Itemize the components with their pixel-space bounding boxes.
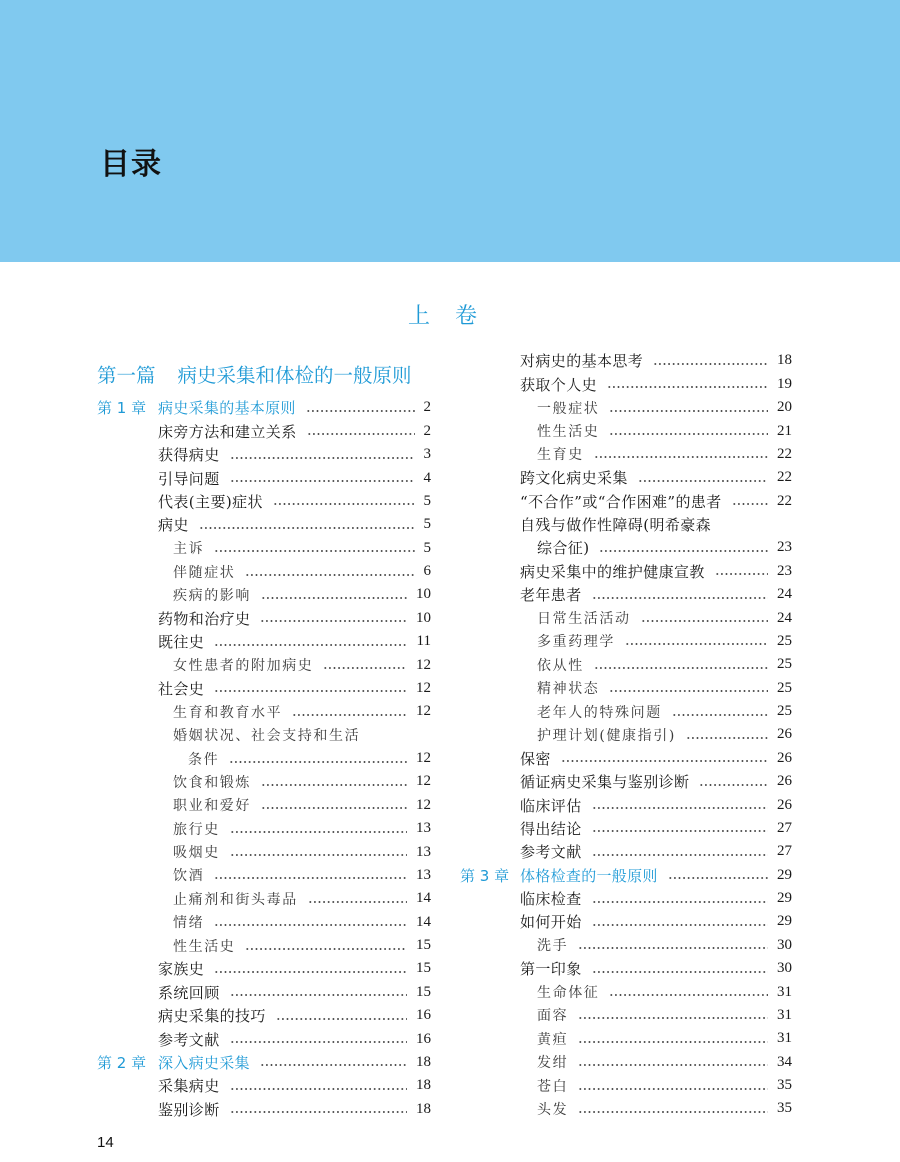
toc-row (460, 887, 792, 910)
entry-title: 生命体征 (537, 985, 600, 1002)
toc-row (97, 1098, 431, 1121)
chapter-title: 体格检查的一般原则 (520, 866, 658, 885)
page-ref: 25 (777, 632, 792, 649)
dot-leader (323, 667, 407, 669)
toc-right-column (460, 349, 792, 1120)
page-ref: 31 (777, 1030, 792, 1047)
entry-title: 黄疸 (537, 1031, 569, 1048)
page-ref: 26 (777, 773, 792, 790)
entry-title: 饮酒 (173, 868, 205, 885)
page-ref: 25 (777, 656, 792, 673)
volume-title: 上 卷 (408, 304, 486, 329)
entry-title: 获得病史 (158, 446, 220, 465)
dot-leader (230, 854, 407, 856)
entry-title: 引导问题 (158, 469, 220, 488)
dot-leader (607, 386, 768, 388)
entry-title: 生育史 (537, 447, 584, 464)
entry-title: 止痛剂和街头毒品 (173, 891, 298, 908)
page-ref: 13 (416, 843, 431, 860)
page-ref: 12 (416, 773, 431, 790)
dot-leader (292, 714, 407, 716)
page-ref: 26 (777, 796, 792, 813)
toc-row (97, 724, 431, 747)
chapter-title: 病史采集的基本原则 (158, 399, 296, 418)
toc-row (460, 840, 792, 863)
page-ref: 24 (777, 609, 792, 626)
entry-title: 保密 (520, 749, 551, 768)
page-ref: 2 (423, 399, 431, 416)
dot-leader (578, 1088, 768, 1090)
entry-title: 吸烟史 (173, 845, 220, 862)
entry-title: 日常生活活动 (537, 611, 631, 628)
dot-leader (668, 877, 768, 879)
chapter-number: 第 3 章 (460, 866, 510, 885)
page-ref: 14 (416, 890, 431, 907)
page-title: 目录 (100, 147, 162, 182)
toc-row (97, 957, 431, 980)
page-ref: 27 (777, 843, 792, 860)
dot-leader (214, 550, 414, 552)
dot-leader (609, 433, 768, 435)
entry-title: 得出结论 (520, 819, 582, 838)
dot-leader (599, 550, 768, 552)
entry-title: 对病史的基本思考 (520, 352, 644, 371)
dot-leader (578, 947, 768, 949)
page-ref: 12 (416, 703, 431, 720)
dot-leader (214, 690, 407, 692)
toc-row (460, 396, 792, 419)
page-ref: 20 (777, 399, 792, 416)
toc-row (97, 747, 431, 770)
dot-leader (715, 573, 768, 575)
dot-leader (578, 1111, 768, 1113)
entry-title: 苍白 (537, 1078, 569, 1095)
page-ref: 29 (777, 913, 792, 930)
page-ref: 31 (777, 1006, 792, 1023)
entry-title: 自残与做作性障碍(明希豪森 (520, 516, 712, 535)
page-ref: 22 (777, 492, 792, 509)
toc-row (460, 723, 792, 746)
entry-title: 社会史 (158, 679, 205, 698)
dot-leader (594, 456, 768, 458)
dot-leader (594, 667, 768, 669)
dot-leader (625, 643, 768, 645)
page-ref: 23 (777, 562, 792, 579)
entry-title: “不合作”或“合作困难”的患者 (520, 492, 722, 511)
header-banner (0, 0, 900, 262)
dot-leader (578, 1017, 768, 1019)
page-ref: 11 (416, 633, 431, 650)
toc-row (97, 630, 431, 653)
toc-row (97, 560, 431, 583)
page-ref: 12 (416, 796, 431, 813)
page-ref: 29 (777, 890, 792, 907)
dot-leader (245, 574, 414, 576)
dot-leader (230, 1111, 407, 1113)
toc-chapter-row (97, 1051, 431, 1074)
dot-leader (230, 994, 407, 996)
page-ref: 25 (777, 679, 792, 696)
entry-title: 老年患者 (520, 586, 582, 605)
toc-row (460, 373, 792, 396)
part-title: 病史采集和体检的一般原则 (177, 364, 412, 387)
toc-row (460, 490, 792, 513)
dot-leader (592, 971, 768, 973)
part-label: 第一篇 (97, 364, 156, 387)
toc-row (460, 700, 792, 723)
toc-row (97, 887, 431, 910)
entry-title: 家族史 (158, 960, 205, 979)
page-ref: 16 (416, 1007, 431, 1024)
page-ref: 18 (777, 352, 792, 369)
page-ref: 5 (423, 516, 431, 533)
toc-row (97, 677, 431, 700)
toc-row (97, 443, 431, 466)
toc-row (97, 700, 431, 723)
page-ref: 15 (416, 937, 431, 954)
toc-row (97, 981, 431, 1004)
dot-leader (273, 503, 415, 505)
dot-leader (261, 784, 407, 786)
entry-title: 旅行史 (173, 821, 220, 838)
dot-leader (686, 737, 768, 739)
toc-row (460, 793, 792, 816)
toc-row (97, 653, 431, 676)
toc-row (97, 490, 431, 513)
page-ref: 22 (777, 469, 792, 486)
entry-title: 情绪 (173, 915, 205, 932)
dot-leader (260, 1064, 407, 1066)
dot-leader (214, 644, 407, 646)
dot-leader (230, 1088, 407, 1090)
page-ref: 10 (416, 586, 431, 603)
page-ref: 18 (416, 1100, 431, 1117)
entry-title: 药物和治疗史 (158, 609, 251, 628)
dot-leader (276, 1018, 407, 1020)
entry-title: 条件 (188, 751, 220, 768)
toc-row (97, 537, 431, 560)
dot-leader (230, 831, 407, 833)
page-ref: 15 (416, 960, 431, 977)
toc-row (460, 419, 792, 442)
toc-row (460, 747, 792, 770)
toc-row (460, 957, 792, 980)
toc-row (460, 1074, 792, 1097)
page-ref: 22 (777, 445, 792, 462)
entry-title: 采集病史 (158, 1077, 220, 1096)
toc-row (460, 1051, 792, 1074)
chapter-title: 深入病史采集 (158, 1053, 250, 1072)
page-ref: 26 (777, 749, 792, 766)
toc-row (97, 607, 431, 630)
entry-title: 参考文献 (520, 843, 582, 862)
page-ref: 25 (777, 703, 792, 720)
entry-title: 面容 (537, 1008, 569, 1025)
toc-row (97, 864, 431, 887)
dot-leader (308, 901, 407, 903)
dot-leader (609, 690, 768, 692)
dot-leader (578, 1064, 768, 1066)
toc-row (460, 677, 792, 700)
entry-title: 头发 (537, 1101, 569, 1118)
dot-leader (230, 457, 415, 459)
entry-title: 生育和教育水平 (173, 704, 283, 721)
toc-row (97, 1074, 431, 1097)
entry-title: 病史 (158, 516, 189, 535)
entry-title: 老年人的特殊问题 (537, 704, 662, 721)
dot-leader (592, 901, 768, 903)
page-ref: 34 (777, 1053, 792, 1070)
dot-leader (230, 480, 415, 482)
dot-leader (638, 480, 768, 482)
dot-leader (592, 830, 768, 832)
toc-chapter-row (460, 864, 792, 887)
dot-leader (609, 410, 768, 412)
page-ref: 3 (423, 446, 431, 463)
entry-title: 疾病的影响 (173, 587, 251, 604)
entry-title: 性生活史 (173, 938, 236, 955)
entry-title: 病史采集的技巧 (158, 1007, 266, 1026)
page-ref: 30 (777, 936, 792, 953)
dot-leader (672, 714, 768, 716)
page-ref: 13 (416, 866, 431, 883)
toc-row (460, 536, 792, 559)
toc-row (97, 513, 431, 536)
dot-leader (578, 1041, 768, 1043)
dot-leader (653, 363, 768, 365)
page-ref: 35 (777, 1100, 792, 1117)
toc-row (460, 770, 792, 793)
page-ref: 4 (423, 469, 431, 486)
page-ref: 26 (777, 726, 792, 743)
entry-title: 婚姻状况、社会支持和生活 (173, 728, 361, 745)
page-ref: 13 (416, 820, 431, 837)
page-ref: 24 (777, 586, 792, 603)
chapter-number: 第 1 章 (97, 399, 147, 418)
dot-leader (592, 807, 768, 809)
dot-leader (641, 620, 768, 622)
page-ref: 27 (777, 819, 792, 836)
page-ref: 15 (416, 983, 431, 1000)
page-ref: 18 (416, 1053, 431, 1070)
entry-title: 既往史 (158, 633, 205, 652)
toc-row (97, 817, 431, 840)
entry-title: 临床检查 (520, 890, 582, 909)
page-ref: 16 (416, 1030, 431, 1047)
entry-title: 第一印象 (520, 960, 582, 979)
entry-title: 主诉 (173, 541, 205, 558)
toc-row (97, 466, 431, 489)
entry-title: 代表(主要)症状 (158, 492, 263, 511)
entry-title: 精神状态 (537, 681, 600, 698)
page-ref: 6 (423, 563, 431, 580)
dot-leader (592, 597, 768, 599)
entry-title: 鉴别诊断 (158, 1100, 220, 1119)
toc-row (97, 420, 431, 443)
entry-title: 洗手 (537, 938, 569, 955)
dot-leader (732, 503, 768, 505)
dot-leader (592, 854, 768, 856)
dot-leader (229, 761, 407, 763)
page-ref: 12 (416, 679, 431, 696)
toc-row (97, 840, 431, 863)
dot-leader (260, 620, 407, 622)
toc-row (97, 583, 431, 606)
toc-row (97, 911, 431, 934)
entry-title: 依从性 (537, 657, 584, 674)
dot-leader (592, 924, 768, 926)
toc-row (460, 934, 792, 957)
toc-row (460, 653, 792, 676)
page-ref: 5 (423, 492, 431, 509)
page-ref: 10 (416, 609, 431, 626)
page-ref: 21 (777, 422, 792, 439)
chapter-number: 第 2 章 (97, 1053, 147, 1072)
page-ref: 12 (416, 656, 431, 673)
toc-row (97, 1027, 431, 1050)
part-heading (97, 364, 412, 388)
page-ref: 18 (416, 1077, 431, 1094)
entry-title: 伴随症状 (173, 564, 236, 581)
toc-left-column (97, 396, 431, 1121)
page-ref: 35 (777, 1077, 792, 1094)
toc-row (97, 770, 431, 793)
entry-title: 临床评估 (520, 796, 582, 815)
toc-row (460, 817, 792, 840)
toc-row (460, 583, 792, 606)
entry-title: 如何开始 (520, 913, 582, 932)
dot-leader (199, 527, 415, 529)
toc-row (460, 1027, 792, 1050)
page-ref: 12 (416, 750, 431, 767)
dot-leader (561, 760, 768, 762)
entry-title: 系统回顾 (158, 983, 220, 1002)
entry-title: 多重药理学 (537, 634, 615, 651)
entry-title: 综合征) (537, 539, 590, 558)
entry-title: 职业和爱好 (173, 798, 251, 815)
dot-leader (261, 597, 407, 599)
entry-title: 跨文化病史采集 (520, 469, 628, 488)
page-ref: 5 (423, 539, 431, 556)
toc-row (460, 513, 792, 536)
entry-title: 性生活史 (537, 424, 600, 441)
toc-row (460, 466, 792, 489)
toc-row (97, 794, 431, 817)
dot-leader (245, 948, 407, 950)
toc-row (460, 560, 792, 583)
toc-row (460, 1097, 792, 1120)
entry-title: 床旁方法和建立关系 (158, 422, 297, 441)
toc-chapter-row (97, 396, 431, 419)
entry-title: 参考文献 (158, 1030, 220, 1049)
toc-row (460, 349, 792, 372)
toc-row (460, 630, 792, 653)
toc-row (460, 980, 792, 1003)
entry-title: 女性患者的附加病史 (173, 658, 314, 675)
entry-title: 一般症状 (537, 400, 600, 417)
dot-leader (261, 807, 407, 809)
entry-title: 护理计划(健康指引) (537, 727, 676, 744)
toc-row (460, 910, 792, 933)
page-ref: 19 (777, 375, 792, 392)
page-ref: 31 (777, 983, 792, 1000)
page-ref: 2 (423, 422, 431, 439)
entry-title: 获取个人史 (520, 375, 598, 394)
toc-row (460, 1004, 792, 1027)
entry-title: 发绀 (537, 1055, 569, 1072)
page-ref: 29 (777, 866, 792, 883)
dot-leader (214, 971, 407, 973)
page-number: 14 (97, 1134, 114, 1151)
dot-leader (214, 924, 407, 926)
dot-leader (214, 877, 407, 879)
toc-row (97, 934, 431, 957)
toc-row (460, 443, 792, 466)
toc-row (460, 606, 792, 629)
dot-leader (307, 433, 415, 435)
dot-leader (699, 784, 768, 786)
entry-title: 循证病史采集与鉴别诊断 (520, 773, 690, 792)
page-ref: 14 (416, 913, 431, 930)
page-ref: 23 (777, 539, 792, 556)
page-ref: 30 (777, 960, 792, 977)
dot-leader (609, 994, 768, 996)
entry-title: 病史采集中的维护健康宣教 (520, 562, 705, 581)
dot-leader (306, 410, 415, 412)
entry-title: 饮食和锻炼 (173, 774, 251, 791)
dot-leader (230, 1041, 407, 1043)
toc-row (97, 1004, 431, 1027)
